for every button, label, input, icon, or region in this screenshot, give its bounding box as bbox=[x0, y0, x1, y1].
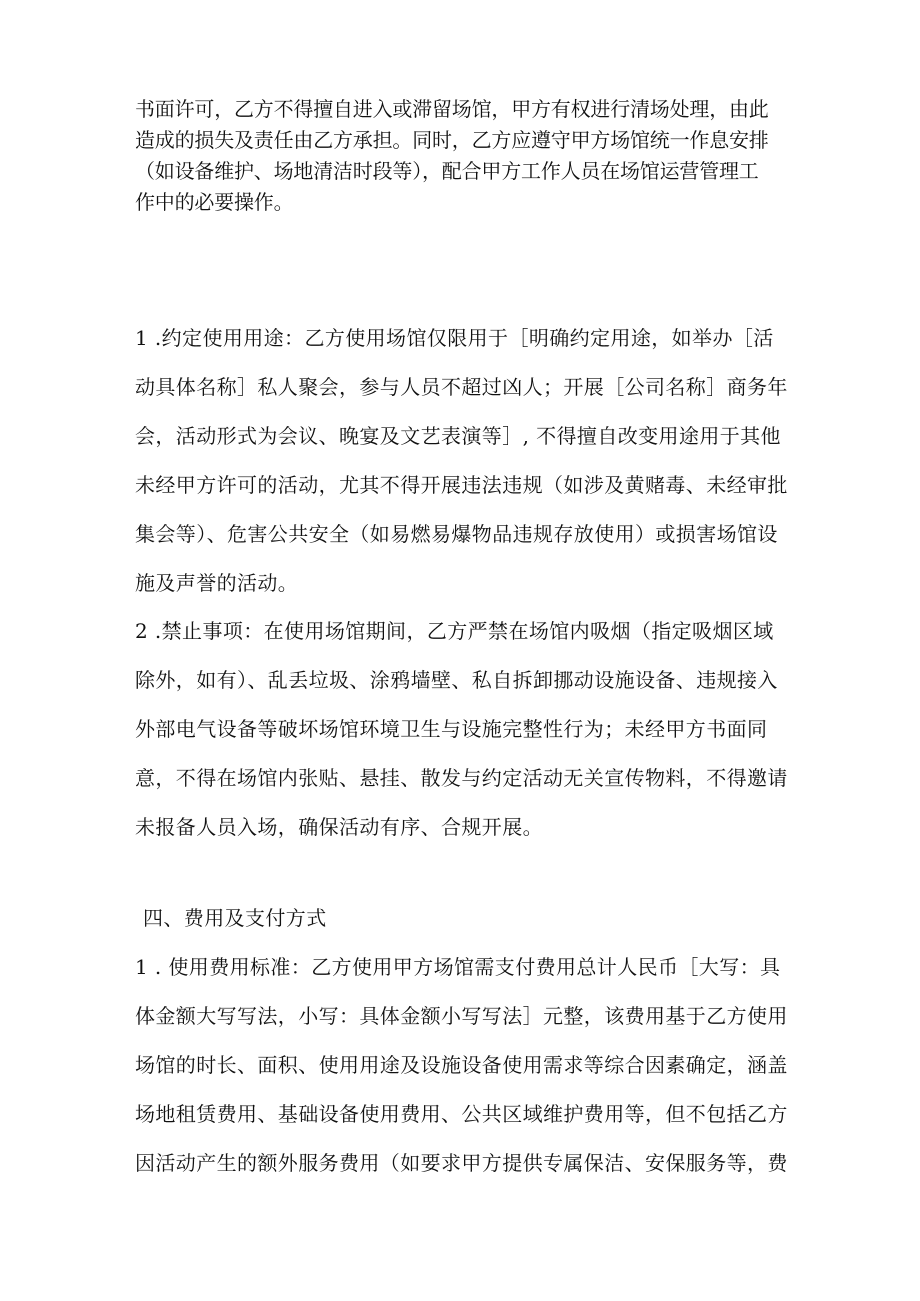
text-line: 意，不得在场馆内张贴、悬挂、散发与约定活动无关宣传物料，不得邀请 bbox=[135, 766, 788, 790]
text-line: 会，活动形式为会议、晚宴及文艺表演等］, 不得擅自改变用途用于其他 bbox=[135, 424, 781, 448]
text-line: 集会等）、危害公共安全（如易燃易爆物品违规存放使用）或损害场馆设 bbox=[135, 522, 778, 546]
text-line: 因活动产生的额外服务费用（如要求甲方提供专属保洁、安保服务等，费 bbox=[135, 1151, 788, 1175]
text-line: 外部电气设备等破坏场馆环境卫生与设施完整性行为；未经甲方书面同 bbox=[135, 717, 768, 741]
text-line: 1 .约定使用用途：乙方使用场馆仅限用于［明确约定用途，如举办［活 bbox=[135, 326, 774, 350]
text-line: 施及声誉的活动。 bbox=[135, 571, 299, 595]
section-heading: 四、费用及支付方式 bbox=[143, 906, 327, 930]
text-line: 场馆的时长、面积、使用用途及设施设备使用需求等综合因素确定，涵盖 bbox=[135, 1053, 788, 1077]
text-line: 造成的损失及责任由乙方承担。同时，乙方应遵守甲方场馆统一作息安排 bbox=[135, 128, 769, 152]
text-line: 作中的必要操作。 bbox=[135, 190, 294, 214]
text-line: 动具体名称］私人聚会，参与人员不超过凶人；开展［公司名称］商务年 bbox=[135, 375, 788, 399]
text-line: 1 . 使用费用标准：乙方使用甲方场馆需支付费用总计人民币［大写：具 bbox=[135, 955, 781, 979]
text-line: 体金额大写写法，小写：具体金额小写写法］元整，该费用基于乙方使用 bbox=[135, 1004, 788, 1028]
text-line: 场地租赁费用、基础设备使用费用、公共区域维护费用等，但不包括乙方 bbox=[135, 1102, 788, 1126]
text-line: 2 .禁止事项：在使用场馆期间，乙方严禁在场馆内吸烟（指定吸烟区域 bbox=[135, 619, 774, 643]
text-line: 未经甲方许可的活动，尤其不得开展违法违规（如涉及黄赌毒、未经审批 bbox=[135, 473, 788, 497]
text-line: 书面许可，乙方不得擅自进入或滞留场馆，甲方有权进行清场处理，由此 bbox=[135, 97, 769, 121]
text-line: 除外，如有）、乱丢垃圾、涂鸦墙壁、私自拆卸挪动设施设备、违规接入 bbox=[135, 668, 778, 692]
text-line: 未报备人员入场，确保活动有序、合规开展。 bbox=[135, 815, 543, 839]
text-line: （如设备维护、场地清洁时段等），配合甲方工作人员在场馆运营管理工 bbox=[135, 159, 759, 183]
